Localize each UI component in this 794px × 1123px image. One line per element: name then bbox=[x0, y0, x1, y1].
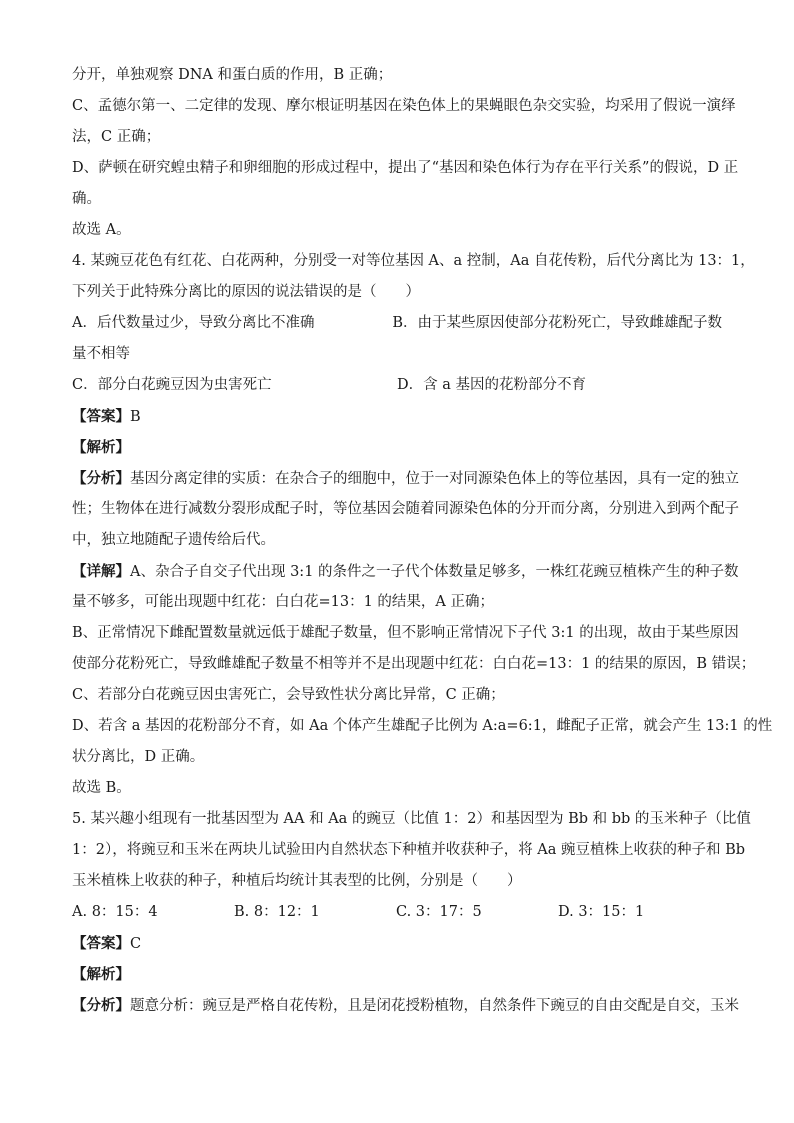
question-5-stem: 5. 某兴趣小组现有一批基因型为 AA 和 Aa 的豌豆（比值 1：2）和基因型为 Bb 和 bb 的玉米种子（比值 bbox=[72, 811, 751, 827]
q5-fenxi bbox=[72, 990, 739, 1021]
q4-fenxi bbox=[72, 463, 739, 494]
q4-option-a: A．后代数量过少，导致分离比不准确 bbox=[72, 315, 315, 331]
answer-value: B bbox=[130, 409, 141, 425]
text-line: 量不够多，可能出现题中红花：白白花=13：1 的结果，A 正确； bbox=[72, 594, 495, 610]
answer-tag: 【答案】 bbox=[72, 935, 130, 952]
q4-answer bbox=[72, 401, 722, 432]
q4-option-d: D．含 a 基因的花粉部分不育 bbox=[397, 377, 586, 393]
q5-answer bbox=[72, 928, 722, 959]
text-line: 状分离比，D 正确。 bbox=[72, 749, 205, 765]
text-line: 故选 A。 bbox=[72, 222, 131, 238]
text-line: 故选 B。 bbox=[72, 780, 131, 796]
q4-option-b-continued: 量不相等 bbox=[72, 346, 130, 362]
question-5-stem: 1：2），将豌豆和玉米在两块儿试验田内自然状态下种植并收获种子，将 Aa 豌豆植株上收获的种子和 Bb bbox=[72, 842, 746, 858]
text-line: 法，C 正确； bbox=[72, 129, 161, 145]
text-line: 中，独立地随配子遗传给后代。 bbox=[72, 532, 275, 548]
question-4-stem: 下列关于此特殊分离比的原因的说法错误的是（ ） bbox=[72, 284, 420, 300]
text-line: D、若含 a 基因的花粉部分不育，如 Aa 个体产生雄配子比例为 A:a=6:1，雌配子正常，就会产生 13:1 的性 bbox=[72, 718, 773, 734]
q4-option-c: C．部分白花豌豆因为虫害死亡 bbox=[72, 377, 272, 393]
q5-analysis-tag: 【解析】 bbox=[72, 966, 130, 983]
text-line: 使部分花粉死亡，导致雌雄配子数量不相等并不是出现题中红花：白白花=13：1 的结果的原因，B 错误； bbox=[72, 656, 756, 672]
document-page bbox=[72, 60, 773, 1021]
text-line: B、正常情况下雌配置数量就远低于雄配子数量，但不影响正常情况下子代 3:1 的出现，故由于某些原因 bbox=[72, 625, 739, 641]
q4-options-row-2 bbox=[72, 370, 722, 401]
xiangjie-text: A、杂合子自交子代出现 3:1 的条件之一子代个体数量足够多，一株红花豌豆植株产生的种子数 bbox=[130, 564, 739, 580]
question-5-stem: 玉米植株上收获的种子，种植后均统计其表型的比例，分别是（ ） bbox=[72, 873, 522, 889]
text-line: C、孟德尔第一、二定律的发现、摩尔根证明基因在染色体上的果蝇眼色杂交实验，均采用了假说一演绎 bbox=[72, 98, 736, 114]
text-line: 性；生物体在进行减数分裂形成配子时，等位基因会随着同源染色体的分开而分离，分别进入到两个配子 bbox=[72, 501, 739, 517]
q5-options-row bbox=[72, 897, 722, 928]
fenxi-text: 基因分离定律的实质：在杂合子的细胞中，位于一对同源染色体上的等位基因，具有一定的独立 bbox=[130, 471, 739, 487]
text-line: D、萨顿在研究蝗虫精子和卵细胞的形成过程中，提出了“基因和染色体行为存在平行关系”的假说，D 正 bbox=[72, 160, 739, 176]
text-line: 分开，单独观察 DNA 和蛋白质的作用，B 正确； bbox=[72, 67, 393, 83]
answer-tag: 【答案】 bbox=[72, 408, 130, 425]
q5-option-d: D. 3：15：1 bbox=[558, 904, 645, 920]
question-4-stem: 4. 某豌豆花色有红花、白花两种，分别受一对等位基因 A、a 控制，Aa 自花传粉，后代分离比为 13：1， bbox=[72, 253, 755, 269]
fenxi-text: 题意分析：豌豆是严格自花传粉，且是闭花授粉植物，自然条件下豌豆的自由交配是自交，玉米 bbox=[130, 998, 739, 1014]
q5-option-a: A. 8：15：4 bbox=[72, 904, 158, 920]
text-line: C、若部分白花豌豆因虫害死亡，会导致性状分离比异常，C 正确； bbox=[72, 687, 505, 703]
q5-option-c: C. 3：17：5 bbox=[396, 904, 482, 920]
q4-options-row-1 bbox=[72, 308, 722, 339]
fenxi-tag: 【分析】 bbox=[72, 470, 130, 487]
fenxi-tag: 【分析】 bbox=[72, 997, 130, 1014]
q4-analysis-tag: 【解析】 bbox=[72, 439, 130, 456]
q4-option-b: B．由于某些原因使部分花粉死亡，导致雌雄配子数 bbox=[392, 315, 722, 331]
q5-option-b: B. 8：12：1 bbox=[234, 904, 320, 920]
xiangjie-tag: 【详解】 bbox=[72, 563, 130, 580]
text-line: 确。 bbox=[72, 191, 101, 207]
q4-xiangjie bbox=[72, 556, 739, 587]
answer-value: C bbox=[130, 936, 142, 952]
